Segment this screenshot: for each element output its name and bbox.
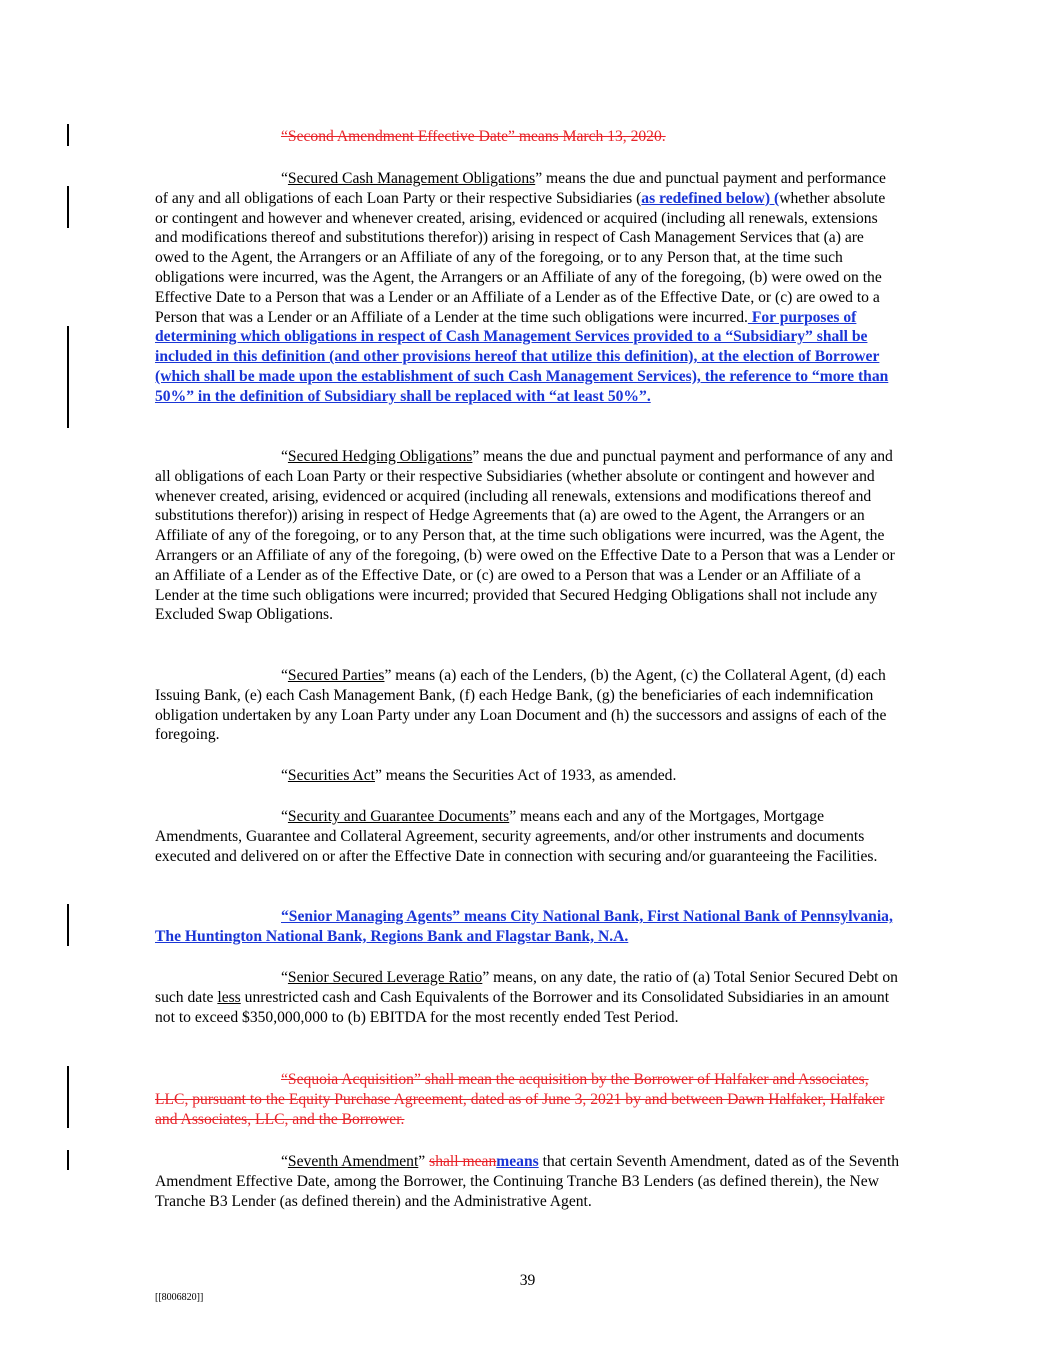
defined-term: Senior Secured Leverage Ratio [287,969,483,986]
inserted-text: “Senior Managing Agents” means City National Bank, First National Bank of Pennsylvania, The Huntington National Bank, Regions Bank and Flagstar Bank, N.A. [155,908,893,945]
definition-senior-managing-agents [155,907,900,947]
underlined-word: less [217,988,241,1006]
definition-secured-parties: “Secured Parties” means (a) each of the Lenders, (b) the Agent, (c) the Collateral Agent, (d) each Issuing Bank, (e) each Cash Management Bank, (f) each Hedge Bank, (g) the beneficiaries of each indemnification obligation undertaken by any Loan Party under any Loan Document and (h) the successors and assigns of each of the foregoing. [155,667,887,744]
change-bar [67,904,69,946]
inserted-text: For purposes of determining which obligations in respect of Cash Management Services provided to a “Subsidiary” shall be included in this definition (and other provisions hereof that utilize this definition), at the election of Borrower (which shall be made upon the establishment of such Cash Management Services), the reference to “more than 50%” in the definition of Subsidiary shall be replaced with “at least 50%”. [155,308,889,405]
deleted-text: “Sequoia Acquisition” shall mean the acquisition by the Borrower of Halfaker and Associates, LLC, pursuant to the Equity Purchase Agreement, dated as of June 3, 2021 by and between Dawn Halfaker, Halfaker and Associates, LLC, and the Borrower. [155,1071,885,1128]
defined-term: Seventh Amendment [287,1153,419,1170]
definition-security-and-guarantee-documents: “Security and Guarantee Documents” means each and any of the Mortgages, Mortgage Amendments, Guarantee and Collateral Agreement, security agreements, and/or other instruments and documents executed and delivered on or after the Effective Date in connection with securing and/or guaranteeing the Facilities. [155,808,878,865]
deleted-text: “Second Amendment Effective Date” means March 13, 2020. [281,128,666,145]
definition-seventh-amendment: “Seventh Amendment” shall meanmeans that certain Seventh Amendment, dated as of the Seventh Amendment Effective Date, among the Borrower, the Continuing Tranche B3 Lenders (as defined therein), the New Tranche B3 Lender (as defined therein) and the Administrative Agent. [155,1153,899,1210]
defined-term: Security and Guarantee Documents [287,808,510,825]
defined-term: Secured Cash Management Obligations [287,170,536,187]
definition-secured-hedging-obligations: “Secured Hedging Obligations” means the due and punctual payment and performance of any and all obligations of each Loan Party or their respective Subsidiaries (whether absolute or contingent and however and whenever created, arising, evidenced or acquired (including all renewals, extensions and modifications thereof and substitutions therefor)) arising in respect of Hedge Agreements that (a) are owed to the Agent, the Arrangers or an Affiliate of any of the foregoing, or to any Person that, at the time such obligations were incurred, was the Agent, the Arrangers or an Affiliate of any of the foregoing, (b) were owed on the Effective Date to a Person that was a Lender or an Affiliate of a Lender as of the Effective Date, or (c) are owed to a Person that was a Lender or an Affiliate of a Lender at the time such obligations were incurred; provided that Secured Hedging Obligations shall not include any Excluded Swap Obligations. [155,448,895,624]
definition-secured-cash-management-obligations: “Secured Cash Management Obligations” means the due and punctual payment and performance of any and all obligations of each Loan Party or their respective Subsidiaries (as redefined below) (whether absolute or contingent and however and whenever created, arising, evidenced or acquired (including all renewals, extensions and modifications thereof and substitutions therefor)) arising in respect of Cash Management Services that (a) are owed to the Agent, the Arrangers or an Affiliate of any of the foregoing, or to any Person that, at the time such obligations were incurred, was the Agent, the Arrangers or an Affiliate of any of the foregoing, (b) were owed on the Effective Date to a Person that was a Lender or an Affiliate of a Lender as of the Effective Date, or (c) are owed to a Person that was a Lender or an Affiliate of a Lender at the time such obligations were incurred. For purposes of determining which obligations in respect of Cash Management Services provided to a “Subsidiary” shall be included in this definition (and other provisions hereof that utilize this definition), at the election of Borrower (which shall be made upon the establishment of such Cash Management Services), the reference to “more than 50%” in the definition of Subsidiary shall be replaced with “at least 50%”. [155,170,889,405]
change-bar [67,326,69,428]
definition-senior-secured-leverage-ratio: “Senior Secured Leverage Ratio” means, on any date, the ratio of (a) Total Senior Secured Debt on such date less unrestricted cash and Cash Equivalents of the Borrower and its Consolidated Subsidiaries in an amount not to exceed $350,000,000 to (b) EBITDA for the most recently ended Test Period. [155,969,898,1026]
deleted-text: shall mean [429,1153,497,1170]
defined-term: Secured Parties [287,667,385,684]
inserted-text: means [496,1153,539,1170]
defined-term: Securities Act [287,767,375,784]
document-id: [[8006820]] [155,1292,204,1303]
page-number: 39 [519,1272,536,1289]
definition-sequoia-acquisition [155,1070,900,1129]
definition-second-amendment-effective-date [155,127,900,147]
change-bar [67,124,69,146]
change-bar [67,186,69,228]
defined-term: Secured Hedging Obligations [287,448,473,465]
inserted-text: as redefined below) ( [641,189,780,207]
change-bar [67,1150,69,1170]
change-bar [67,1066,69,1128]
definition-securities-act: “Securities Act” means the Securities Act of 1933, as amended. [281,767,677,784]
